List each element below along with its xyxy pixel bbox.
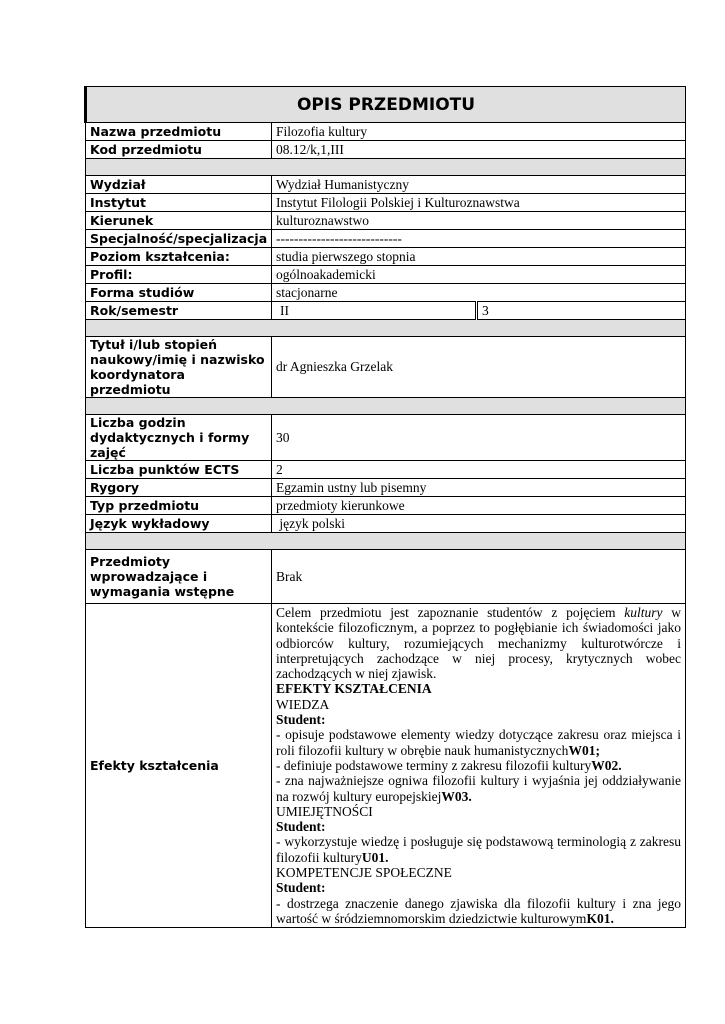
row-label: Kierunek xyxy=(86,212,272,230)
section-kompetencje: KOMPETENCJE SPOŁECZNE xyxy=(276,865,452,881)
row-value: ---------------------------- xyxy=(272,230,686,248)
outcome-code: U01. xyxy=(361,849,389,865)
student-label: Student: xyxy=(276,880,326,896)
outcome-code: W03. xyxy=(441,788,472,804)
heading: EFEKTY KSZTAŁCENIA xyxy=(276,681,432,697)
row-value: 08.12/k,1,III xyxy=(272,141,686,159)
row-label: Typ przedmiotu xyxy=(86,497,272,515)
row-value: studia pierwszego stopnia xyxy=(272,248,686,266)
row-value: Instytut Filologii Polskiej i Kulturoznawstwa xyxy=(272,194,686,212)
outcome-text: - zna najważniejsze ogniwa filozofii kultury i wyjaśnia jej oddziaływanie na rozwój kultury europejskiej xyxy=(276,773,682,804)
prereq-value: Brak xyxy=(272,550,686,604)
row-label: Nazwa przedmiotu xyxy=(86,123,272,141)
row-value: kulturoznawstwo xyxy=(272,212,686,230)
row-label: Liczba punktów ECTS xyxy=(86,461,272,479)
outcome-text: - definiuje podstawowe terminy z zakresu filozofii kultury xyxy=(276,757,592,773)
row-value: Wydział Humanistyczny xyxy=(272,176,686,194)
separator-row xyxy=(86,159,686,176)
separator-row xyxy=(86,533,686,550)
row-value: 30 xyxy=(272,415,686,461)
row-value: stacjonarne xyxy=(272,284,686,302)
row-label: Wydział xyxy=(86,176,272,194)
page-title: OPIS PRZEDMIOTU xyxy=(86,87,686,123)
row-label: Język wykładowy xyxy=(86,515,272,533)
student-label: Student: xyxy=(276,819,326,835)
row-value: 2 xyxy=(272,461,686,479)
row-label: Instytut xyxy=(86,194,272,212)
row-value: Egzamin ustny lub pisemny xyxy=(272,479,686,497)
row-label: Liczba godzin dydaktycznych i formy zajęć xyxy=(86,415,272,461)
section-wiedza: WIEDZA xyxy=(276,696,330,712)
outcome-code: W02. xyxy=(591,757,622,773)
row-value: przedmioty kierunkowe xyxy=(272,497,686,515)
rok-label: Rok/semestr xyxy=(86,302,272,320)
student-label: Student: xyxy=(276,712,326,728)
intro-text: w kontekście filozoficznym, a poprzez to pogłębianie ich świadomości jako odbiorców kultury, rozumiejących mechanizmy kulturotwórcze i interpretujących zachodzące w niej procesy, krytycznych wobec zachodzących w niej zjawisk. xyxy=(276,605,682,682)
section-umiejetnosci: UMIEJĘTNOŚCI xyxy=(276,803,373,819)
coordinator-label: Tytuł i/lub stopień naukowy/imię i nazwisko koordynatora przedmiotu xyxy=(86,337,272,398)
rok-semester: 3 xyxy=(477,302,686,320)
row-value: Filozofia kultury xyxy=(272,123,686,141)
rok-year: II xyxy=(272,302,477,320)
separator-row xyxy=(86,320,686,337)
intro-italic: kultury xyxy=(624,605,663,620)
intro-text: Celem przedmiotu jest zapoznanie studentów z pojęciem xyxy=(276,605,625,620)
outcome-code: W01; xyxy=(568,742,600,758)
row-value: język polski xyxy=(272,515,686,533)
outcome-text: - dostrzega znaczenie danego zjawiska dla filozofii kultury i zna jego wartość w śródziemnomorskim dziedzictwie kulturowym xyxy=(276,895,682,926)
row-label: Kod przedmiotu xyxy=(86,141,272,159)
row-label: Poziom kształcenia: xyxy=(86,248,272,266)
separator-row xyxy=(86,398,686,415)
outcome-text: - opisuje podstawowe elementy wiedzy dotyczące zakresu oraz miejsca i roli filozofii kultury w obrębie nauk humanistycznych xyxy=(276,727,682,758)
outcome-text: - wykorzystuje wiedzę i posługuje się podstawową terminologią z zakresu filozofii kultury xyxy=(276,834,682,865)
row-label: Profil: xyxy=(86,266,272,284)
coordinator-value: dr Agnieszka Grzelak xyxy=(272,337,686,398)
efekty-label: Efekty kształcenia xyxy=(86,604,272,928)
outcome-code: K01. xyxy=(586,910,614,926)
row-label: Specjalność/specjalizacja xyxy=(86,230,272,248)
row-label: Rygory xyxy=(86,479,272,497)
prereq-label: Przedmioty wprowadzające i wymagania wstępne xyxy=(86,550,272,604)
row-label: Forma studiów xyxy=(86,284,272,302)
row-value: ogólnoakademicki xyxy=(272,266,686,284)
efekty-content xyxy=(272,604,686,928)
course-description-table xyxy=(84,86,686,928)
